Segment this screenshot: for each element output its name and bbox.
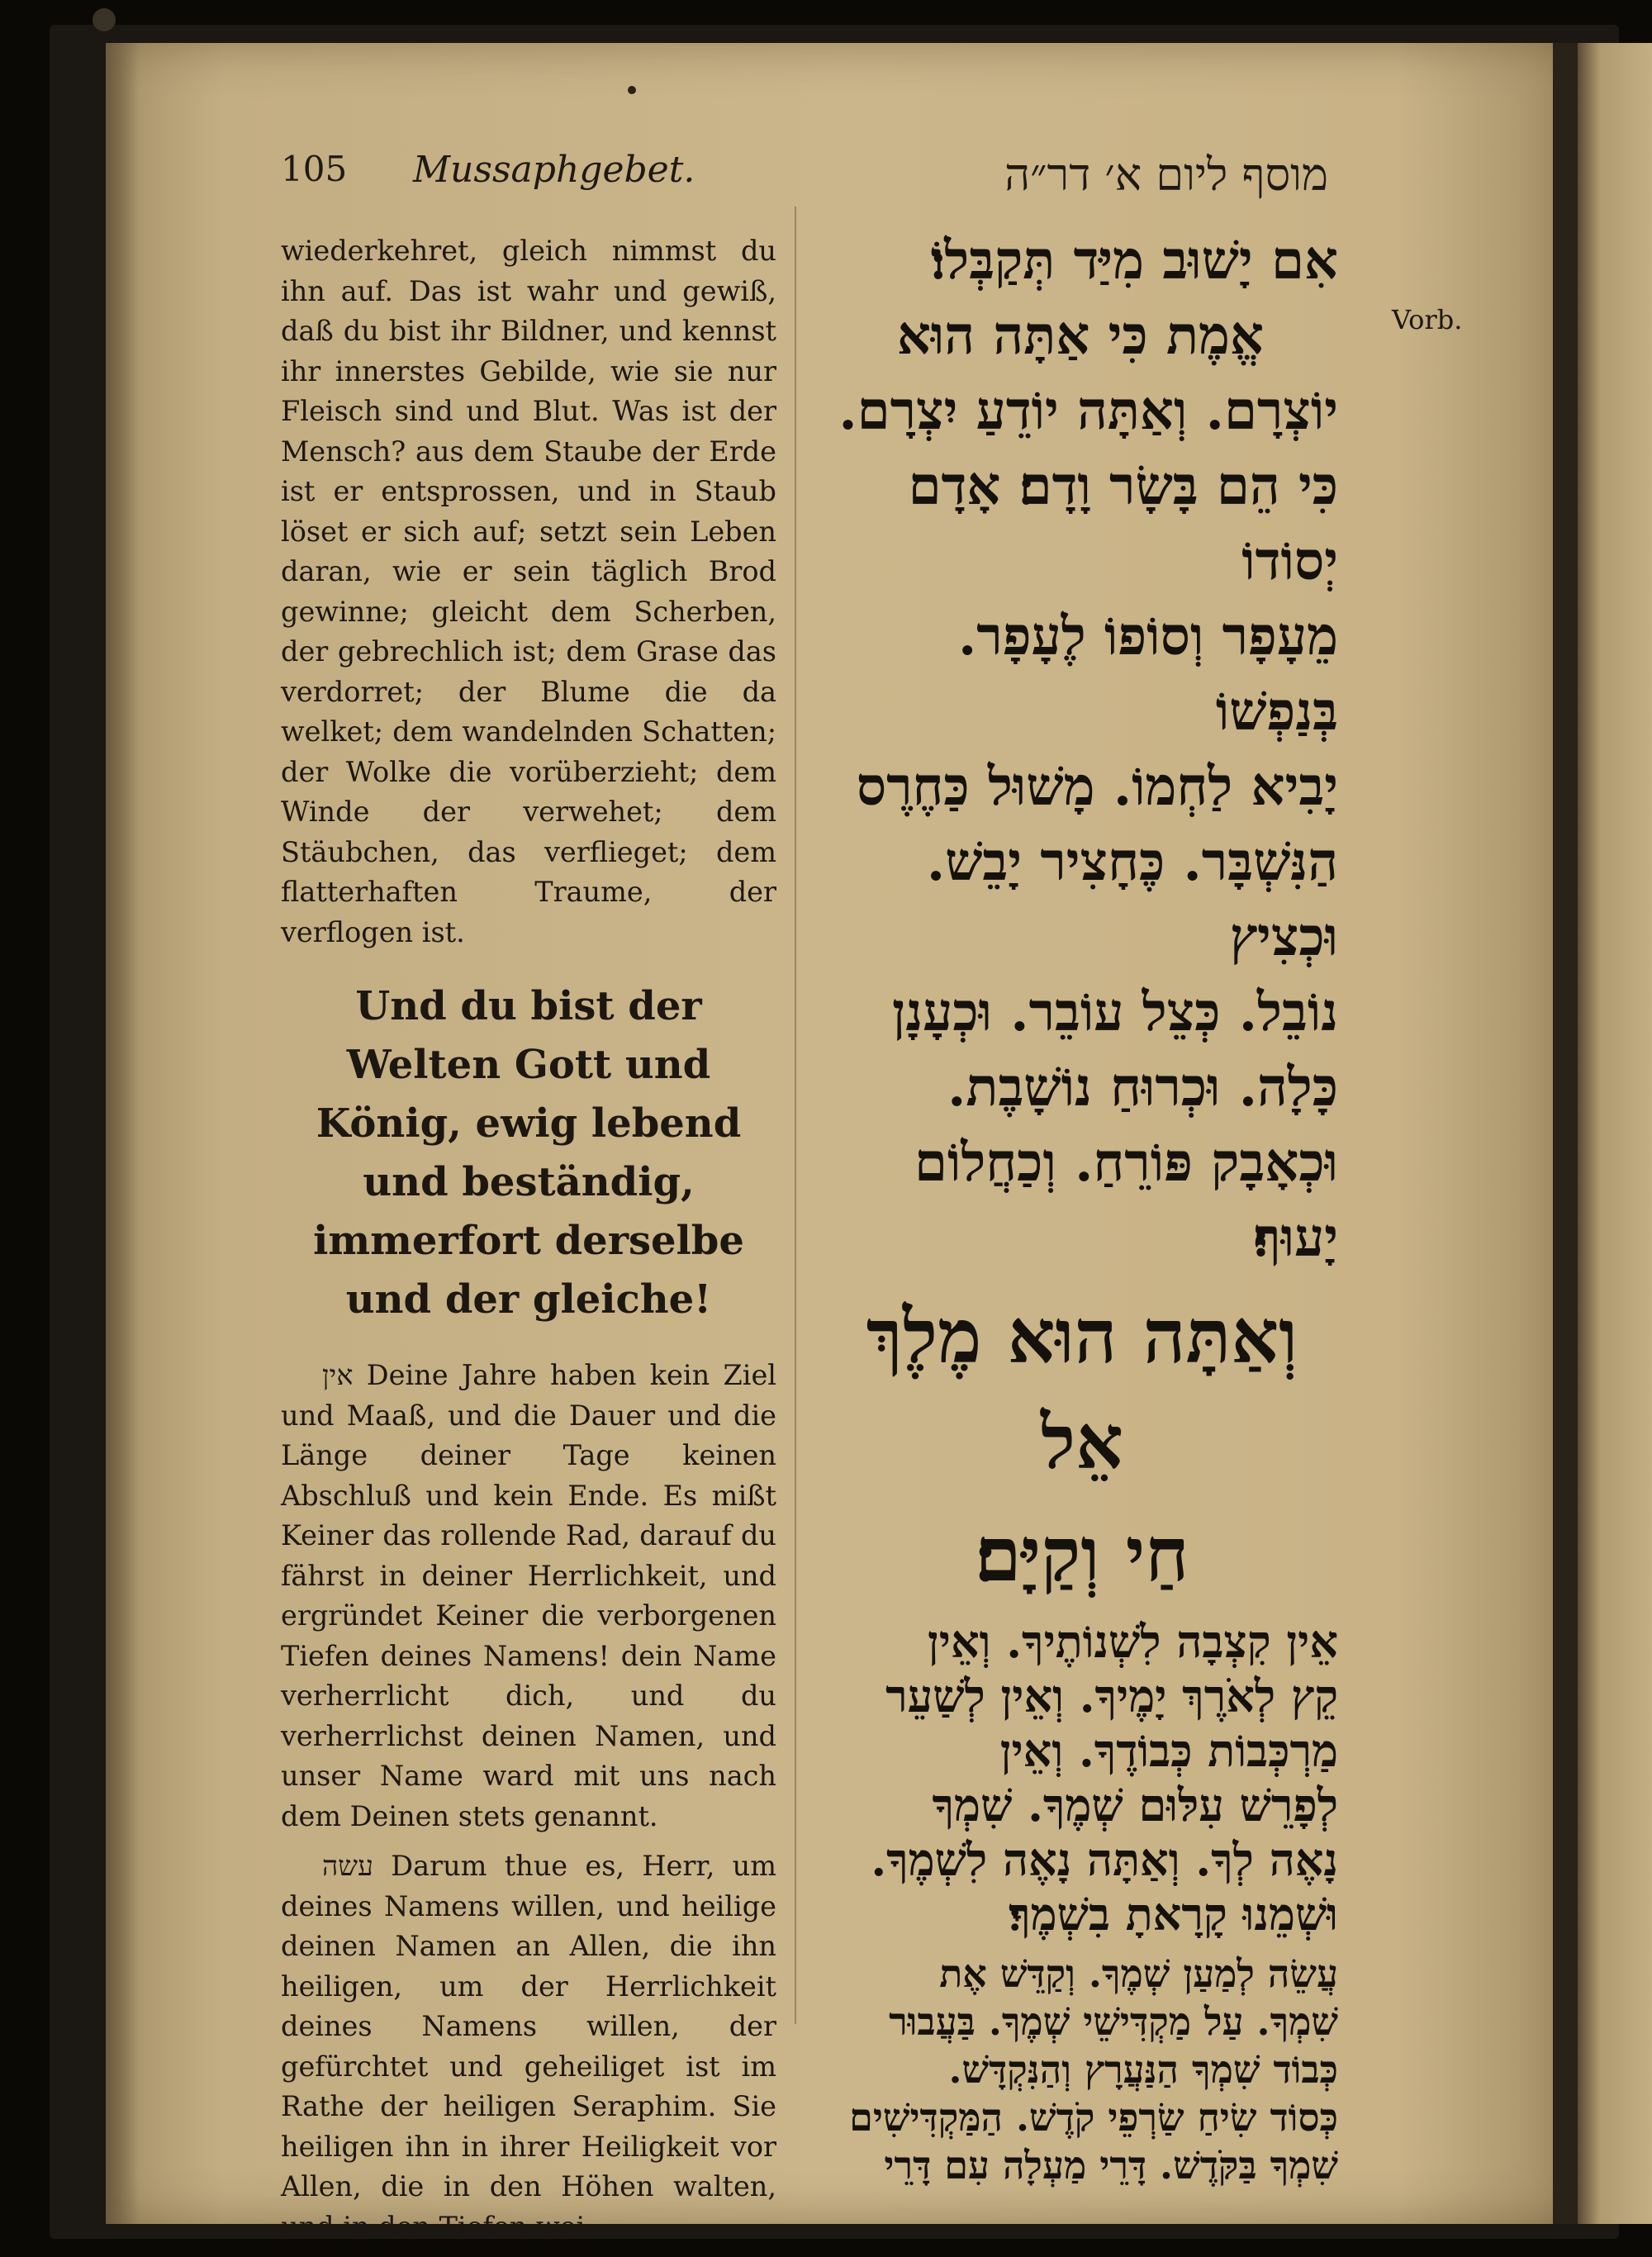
hebrew-line: הַנִּשְׁבָּר. כֶּחָצִיר יָבֵשׁ. וּכְצִיץ	[926, 831, 1338, 968]
column-divider	[795, 207, 796, 2024]
hebrew-line: שִׁמְךָ. עַל מַקְדִּישֵׁי שְׁמֶךָ. בַּעֲבוּר	[889, 1999, 1338, 2044]
hebrew-line: נָאֶה לְךָ. וְאַתָּה נָאֶה לִשְׁמֶךָ.	[871, 1833, 1338, 1886]
ink-dot	[628, 86, 636, 94]
german-column	[281, 231, 776, 2257]
hebrew-line: יוֹצְרָם. וְאַתָּה יוֹדֵעַ יִצְרָם.	[838, 380, 1338, 442]
margin-note: Vorb.	[1392, 304, 1463, 335]
running-head: Mussaphgebet.	[413, 149, 695, 191]
hebrew-line: עֲשֵׂה לְמַעַן שְׁמֶךָ. וְקַדֵּשׁ אֶת	[939, 1951, 1338, 1996]
german-paragraph-3	[281, 1846, 776, 2247]
german-paragraph-2	[281, 1356, 776, 1836]
german-paragraph-2-text: Deine Jahre haben kein Ziel und Maaß, und die Dauer und die Länge deiner Tage keinen Abschluß und kein Ende. Es mißt Keiner das rollende Rad, darauf du fährst in deiner Herrlichkeit, und ergründet Keiner die verborgenen Tiefen deines Namens! dein Name verherrlicht dich, und du verherrlichst deinen Namen, und unser Name ward mit uns nach dem Deinen stets genannt.	[281, 1359, 776, 1832]
hebrew-line: וּכְאָבָק פּוֹרֵחַ. וְכַחֲלוֹם	[914, 1132, 1338, 1194]
hebrew-line: כָּלָה. וּכְרוּחַ נוֹשָׁבֶת.	[947, 1057, 1338, 1119]
hebrew-line: קֵץ לְאֹרֶךְ יָמֶיךָ. וְאֵין לְשַׁעֵר	[885, 1670, 1338, 1722]
hebrew-line: אֱמֶת כִּי אַתָּה הוּא	[896, 305, 1264, 367]
hebrew-column	[826, 223, 1338, 2189]
hebrew-line: יָבִיא לַחְמוֹ. מָשׁוּל כַּחֶרֶס	[856, 756, 1338, 818]
hebrew-line: מֵעָפָר וְסוֹפוֹ לֶעָפָר. בְּנַפְשׁוֹ	[958, 606, 1338, 743]
german-paragraph-3-text: Darum thue es, Herr, um deines Namens willen, und heilige deinen Namen an Allen, die ihn heiligen, um der Herrlichkeit deines Namens willen, der gefürchtet und geheiliget ist im Rathe der heiligen Seraphim. Sie heiligen ihn in ihrer Heiligkeit vor Allen, die in den Höhen walten, und in den Tiefen wei-	[281, 1850, 776, 2243]
page-number: 105	[281, 149, 348, 189]
binding-shadow	[106, 43, 139, 2224]
hebrew-line: אֵין קִצְבָה לִשְׁנוֹתֶיךָ. וְאֵין	[928, 1615, 1338, 1668]
hebrew-line: כְּסוֹד שִׂיחַ שַׂרְפֵי קֹדֶשׁ. הַמַּקְדִּישִׁים	[849, 2095, 1338, 2140]
hebrew-line: יָעוּף׃	[1253, 1207, 1338, 1269]
page-gutter	[1553, 43, 1578, 2224]
german-heading: Und du bist der Welten Gott und König, ewig lebend und beständig, immerfort derselbe und der gleiche!	[313, 983, 744, 1323]
hebrew-heading-line: חַי וְקַיָּם׃	[975, 1511, 1189, 1599]
hebrew-line: שִׁמְךָ בַּקֹּדֶשׁ. דָּרֵי מַעְלָה עִם דָּרֵי	[884, 2143, 1338, 2188]
hebrew-line: וּשְׁמֵנוּ קָרָאתָ בִשְׁמֶךָ׃	[1009, 1888, 1338, 1941]
hebrew-line: נוֹבֵל. כְּצֵל עוֹבֵר. וּכְעָנָן	[892, 981, 1338, 1043]
next-page-edge	[1578, 43, 1652, 2224]
hebrew-line: לְפָרֵשׁ עִלּוּם שְׁמֶךָ. שִׁמְךָ	[932, 1779, 1338, 1832]
hebrew-heading-line: וְאַתָּה הוּא מֶלֶךְ אֵל	[866, 1293, 1298, 1486]
hebrew-lead-word: אין	[322, 1359, 354, 1391]
hebrew-line: מַרְכְּבוֹת כְּבוֹדֶךָ. וְאֵין	[999, 1724, 1338, 1777]
hebrew-line: אִם יָשׁוּב מִיַּד תְּקַבְּלוֹ׃	[930, 230, 1338, 292]
hebrew-title: מוסף ליום א׳ דר״ה	[1004, 149, 1328, 201]
hebrew-line: כְּבוֹד שִׁמְךָ הַנַּעֲרָץ וְהַנִּקְדָּשׁ.	[948, 2047, 1338, 2092]
hebrew-line: כִּי הֵם בָּשָׂר וָדָם׃ אָדָם יְסוֹדוֹ	[908, 455, 1338, 592]
ink-dot	[93, 8, 116, 31]
german-paragraph-1: wiederkehret, gleich nimmst du ihn auf. Das ist wahr und gewiß, daß du bist ihr Bildner, und kennst ihr innerstes Gebilde, wie sie nur Fleisch sind und Blut. Was ist der Mensch? aus dem Staube der Erde ist er entsprossen, und in Staub löset er sich auf; setzt sein Leben daran, wie er sein täglich Brod gewinne; gleicht dem Scherben, der gebrechlich ist; dem Grase das verdorret; der Blume die da welket; dem wandelnden Schatten; der Wolke die vorüberzieht; dem Winde der verwehet; dem Stäubchen, das verflieget; dem flatterhaften Traume, der verflogen ist.	[281, 235, 776, 948]
hebrew-lead-word: עשה	[322, 1850, 373, 1882]
